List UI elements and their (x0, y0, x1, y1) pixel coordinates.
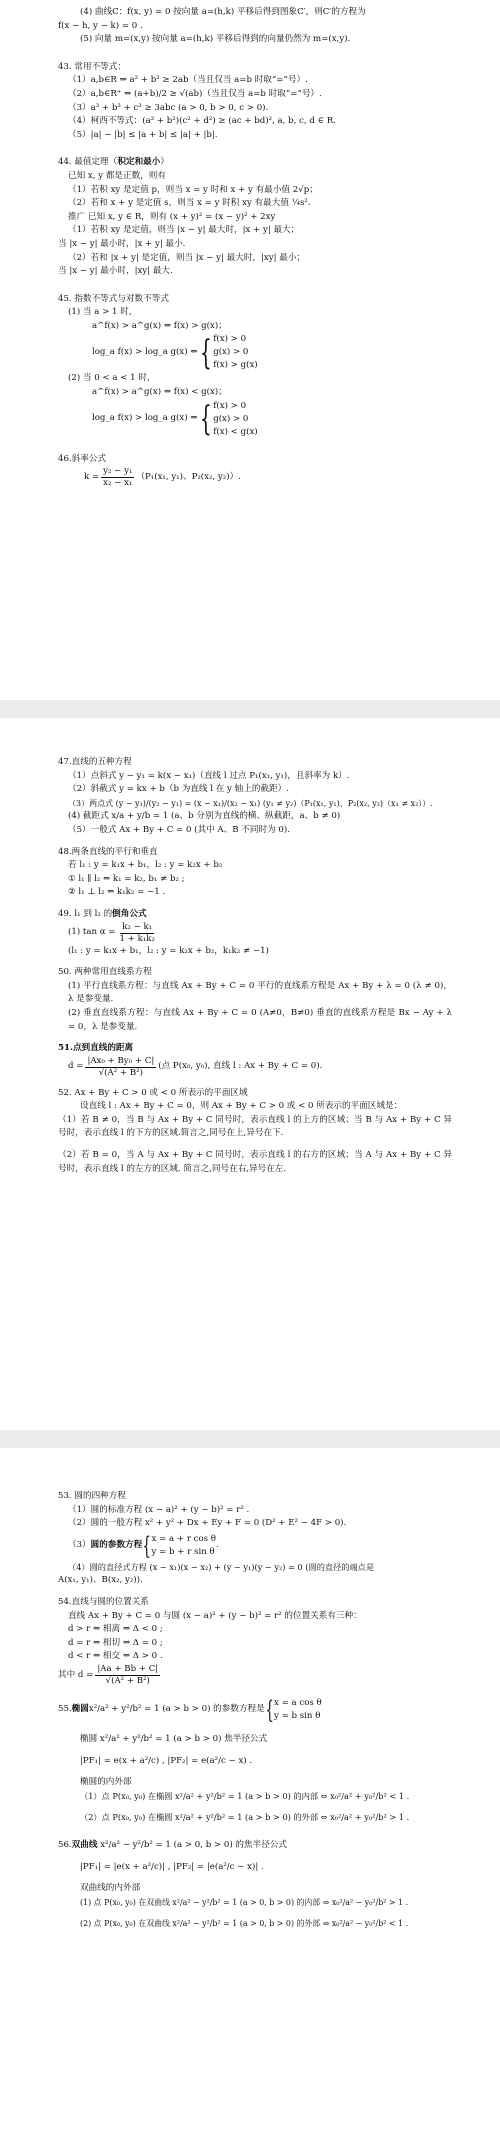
section-heading: 50. 两种常用直线系方程 (58, 967, 152, 978)
formula-block (58, 922, 452, 945)
denominator: x₂ − x₁ (103, 478, 133, 489)
denominator: √(A² + B²) (105, 1675, 150, 1686)
case-line: g(x) > 0 (213, 347, 249, 358)
text-line: 设直线 l : Ax + By + C = 0，则 Ax + By + C > 0 或 < 0 所表示的平面区域是： (80, 1101, 403, 1112)
text-line: （2）斜截式 y = kx + b（b 为直线 l 在 y 轴上的截距）. (68, 784, 289, 795)
text-line: （3）两点式 (y − y₁)/(y₂ − y₁) = (x − x₁)/(x₂ − x₁) (y₁ ≠ y₂)（P₁(x₁, y₁)、P₂(x₂, y₂)（x₁ ≠ x₂））. (68, 798, 433, 808)
text-line: f(x − h, y − k) = 0 . (58, 20, 143, 31)
numerator: k₂ − k₁ (122, 921, 153, 932)
case-line: f(x) < g(x) (213, 426, 258, 437)
formula-tail: . (215, 1539, 219, 1550)
text-line: （1）点 P(x₀, y₀) 在椭圆 x²/a² + y²/b² = 1 (a > b > 0) 的内部 ⇔ x₀²/a² + y₀²/b² < 1 . (80, 1790, 410, 1801)
text-line: 直线 Ax + By + C = 0 与圆 (x − a)² + (y − b)² = r² 的位置关系有三种： (68, 1610, 362, 1621)
cases-block (198, 400, 258, 439)
formula-line: a^f(x) > a^g(x) ⇔ f(x) < g(x)； (92, 387, 227, 398)
document-page-3 (0, 1448, 500, 2144)
cases-block (265, 1695, 322, 1725)
text-line: (5) 向量 m=(x,y) 按向量 a=(h,k) 平移后得到的向量仍然为 m=(x,y). (80, 34, 351, 45)
text-line: (4) 曲线C：f(x, y) = 0 按向量 a=(h,k) 平移后得到图象C′，则C′的方程为 (80, 7, 366, 17)
formula-tail: （P₁(x₁, y₁)、P₂(x₂, y₂)）. (136, 471, 241, 482)
text-line: ② l₁ ⊥ l₂ ⇔ k₁k₂ = −1 . (68, 887, 166, 898)
text-line: （2）点 P(x₀, y₀) 在椭圆 x²/a² + y²/b² = 1 (a > b > 0) 的外部 ⇔ x₀²/a² + y₀²/b² > 1 . (80, 1812, 410, 1823)
formula-lhs: d = (68, 1061, 84, 1072)
denominator: √(A² + B²) (98, 1067, 143, 1078)
text-line: d = r ⇔ 相切 ⇔ Δ = 0 ; (68, 1637, 163, 1648)
text-line: （3）a³ + b³ + c³ ≥ 3abc (a > 0, b > 0, c > 0). (68, 102, 269, 113)
text-line: d < r ⇔ 相交 ⇔ Δ > 0 . (68, 1651, 163, 1662)
formula-lhs: (1) tan α = (68, 927, 116, 938)
section-heading: 54.直线与圆的位置关系 (58, 1596, 150, 1607)
section-heading: 43. 常用不等式： (58, 61, 126, 72)
formula-lhs: log_a f(x) > log_a g(x) ⇔ (92, 413, 198, 424)
formula-lhs: 其中 d = (58, 1669, 94, 1680)
text-line: ① l₁ ∥ l₂ ⇔ k₁ = k₂, b₁ ≠ b₂ ; (68, 873, 185, 884)
formula-lhs: log_a f(x) > log_a g(x) ⇔ (92, 347, 198, 358)
heading-part: x²/a² − y²/b² = 1 (a > 0, b > 0) 的焦半径公式 (100, 1839, 287, 1850)
heading-bold-part: 椭圆 (71, 1704, 89, 1715)
text-line: (1) 点 P(x₀, y₀) 在双曲线 x²/a² − y²/b² = 1 (a > 0, b > 0) 的内部 ⇔ x₀²/a² − y₀²/b² > 1 . (80, 1897, 409, 1907)
section-heading: 48.两条直线的平行和垂直 (58, 846, 158, 857)
bold-term: 圆的参数方程 (90, 1539, 143, 1550)
text-line: A(x₁, y₁)、B(x₂, y₂)). (58, 1575, 143, 1586)
text-line: 当 |x − y| 最小时，|x + y| 最小. (58, 238, 186, 249)
section-heading: 52. Ax + By + C > 0 或 < 0 所表示的平面区域 (58, 1087, 248, 1098)
heading-part: ） (160, 157, 169, 168)
left-brace-icon: { (265, 1695, 274, 1724)
left-brace-icon: { (199, 332, 212, 373)
text-paragraph: (1) 平行直线系方程：与直线 Ax + By + C = 0 平行的直线系方程是 Ax + By + λ = 0 (λ ≠ 0)，λ 是参变量. (68, 980, 452, 1005)
document-page-2 (0, 718, 500, 1430)
text-line: (2) 点 P(x₀, y₀) 在双曲线 x²/a² − y²/b² = 1 (a > 0, b > 0) 的外部 ⇔ x₀²/a² − y₀²/b² < 1 . (80, 1919, 409, 1929)
case-line: f(x) > 0 (213, 334, 247, 345)
fraction (95, 1664, 160, 1687)
text-paragraph: (2) 垂直直线系方程：与直线 Ax + By + C = 0 (A≠0，B≠0) 垂直的直线系方程是 Bx − Ay + λ = 0，λ 是参变量. (68, 1007, 452, 1032)
formula-block (58, 400, 452, 439)
formula-line: |PF₁| = e(x + a²/c) , |PF₂| = e(a²/c − x) . (80, 1755, 253, 1766)
text-line: （1）a,b∈R ⇒ a² + b² ≥ 2ab（当且仅当 a=b 时取“=”号）. (68, 75, 308, 86)
text-line: 若 l₁ : y = k₁x + b₁，l₂ : y = k₂x + b₂ (68, 860, 223, 871)
cases-block (142, 1531, 216, 1561)
text-line: （2）a,b∈R⁺ ⇒ (a+b)/2 ≥ √(ab)（当且仅当 a=b 时取“=”号）. (68, 88, 322, 99)
formula-line: |PF₁| = |e(x + a²/c)| , |PF₂| = |e(a²/c − x)| . (80, 1861, 264, 1872)
text-line: (1) 当 a > 1 时， (68, 307, 138, 318)
section-heading: 45. 指数不等式与对数不等式 (58, 293, 169, 304)
text-line: （2）若和 x + y 是定值 s，则当 x = y 时积 xy 有最大值 ¼s². (68, 198, 311, 209)
case-line: x = a cos θ (274, 1697, 322, 1708)
case-line: y = b + r sin θ (151, 1546, 215, 1557)
text-line: （4）柯西不等式：(a² + b²)(c² + d²) ≥ (ac + bd)², a, b, c, d ∈ R. (68, 116, 336, 127)
section-heading: 47.直线的五种方程 (58, 757, 132, 767)
heading-part: 55. (58, 1704, 72, 1715)
text-line: (4) 截距式 x/a + y/b = 1 (a、b 分别为直线的横、纵截距，a、b ≠ 0) (68, 811, 341, 822)
text-line: (l₁ : y = k₁x + b₁，l₂ : y = k₂x + b₂，k₁k₂ ≠ −1) (68, 945, 269, 956)
section-heading: 51.点到直线的距离 (58, 1043, 134, 1054)
text-line: （1）若积 xy 是定值 p，则当 x = y 时和 x + y 有最小值 2√p； (68, 184, 318, 195)
text-line: （1）若积 xy 是定值，则当 |x − y| 最大时，|x + y| 最大； (68, 225, 300, 236)
subheading: 双曲线的内外部 (80, 1883, 141, 1894)
text-line: （2）圆的一般方程 x² + y² + Dx + Ey + F = 0 (D² + E² − 4F > 0). (68, 1518, 347, 1529)
item-number: （3） (68, 1539, 91, 1550)
heading-bold-part: 双曲线 (71, 1839, 98, 1850)
section-heading: 46.斜率公式 (58, 453, 107, 464)
fraction (117, 922, 156, 945)
denominator: 1 + k₁k₂ (119, 933, 155, 944)
formula-block (58, 1664, 452, 1687)
section-heading: 53. 圆的四种方程 (58, 1491, 126, 1501)
heading-bold-part: 倒角公式 (112, 908, 147, 919)
formula-block (58, 1056, 452, 1079)
text-line: （1）圆的标准方程 (x − a)² + (y − b)² = r² . (68, 1504, 250, 1515)
heading-part: 56. (58, 1839, 72, 1850)
subheading: 椭圆的内外部 (80, 1777, 132, 1788)
left-brace-icon: { (142, 1531, 152, 1560)
formula-tail: (点 P(x₀, y₀), 直线 l : Ax + By + C = 0). (158, 1061, 323, 1072)
text-line: 推广 已知 x, y ∈ R，则有 (x + y)² = (x − y)² + 2xy (68, 211, 276, 222)
section-heading (58, 1839, 452, 1853)
text-line: （4）圆的直径式方程 (x − x₁)(x − x₂) + (y − y₁)(y − y₂) = 0 (圆的直径的端点是 (68, 1561, 375, 1572)
text-line: (2) 当 0 < a < 1 时， (68, 373, 156, 384)
fraction (101, 466, 134, 489)
left-brace-icon: { (199, 399, 212, 440)
case-line: f(x) > 0 (213, 400, 247, 411)
formula-block (58, 1531, 452, 1561)
heading-bold-part: 积定和最小 (117, 157, 161, 168)
text-line: d > r ⇔ 相离 ⇔ Δ < 0 ; (68, 1624, 163, 1635)
formula-line: a^f(x) > a^g(x) ⇔ f(x) > g(x)； (92, 320, 227, 331)
formula-lhs: k = (84, 471, 100, 482)
heading-part: 44. 最值定理（ (58, 157, 118, 168)
text-line: （5）一般式 Ax + By + C = 0 (其中 A、B 不同时为 0). (68, 824, 290, 835)
numerator: y₂ − y₁ (103, 466, 133, 477)
section-heading (58, 908, 452, 922)
fraction (85, 1056, 156, 1079)
text-line: （2）若和 |x + y| 是定值，则当 |x − y| 最大时，|xy| 最小； (68, 252, 306, 263)
case-line: f(x) > g(x) (213, 360, 258, 371)
text-line: 当 |x − y| 最小时，|xy| 最大. (58, 266, 173, 277)
case-line: g(x) > 0 (213, 413, 249, 424)
text-line: 已知 x, y 都是正数，则有 (68, 170, 166, 181)
text-line: （5）|a| − |b| ≤ |a + b| ≤ |a| + |b|. (68, 129, 218, 140)
case-line: x = a + r cos θ (151, 1533, 216, 1544)
section-heading (58, 156, 452, 170)
text-line: （1）点斜式 y − y₁ = k(x − x₁)（直线 l 过点 P₁(x₁, y₁)，且斜率为 k）. (68, 770, 350, 781)
text-line: 椭圆 x²/a² + y²/b² = 1 (a > b > 0) 焦半径公式 (80, 1733, 268, 1744)
formula-block (58, 466, 452, 489)
case-line: y = b sin θ (274, 1710, 321, 1721)
formula-block (58, 333, 452, 372)
heading-part: x²/a² + y²/b² = 1 (a > b > 0) 的参数方程是 (88, 1704, 265, 1715)
heading-part: 49. l₁ 到 l₂ 的 (58, 908, 113, 919)
numerator: |Aa + Bb + C| (97, 1663, 159, 1674)
text-paragraph: （2）若 B = 0，当 A 与 Ax + By + C 同号时，表示直线 l 的右方的区域；当 A 与 Ax + By + C 异号时，表示直线 l 的左方的区域. 简言之,同号在右,异号在左. (58, 1150, 452, 1174)
text-paragraph: （1）若 B ≠ 0，当 B 与 Ax + By + C 同号时，表示直线 l 的上方的区域；当 B 与 Ax + By + C 异号时，表示直线 l 的下方的区域.简言之,同号在上,异号在下. (58, 1114, 452, 1139)
section-heading (58, 1695, 452, 1725)
document-page-1 (0, 0, 500, 700)
cases-block (198, 333, 258, 372)
numerator: |Ax₀ + By₀ + C| (87, 1055, 155, 1066)
